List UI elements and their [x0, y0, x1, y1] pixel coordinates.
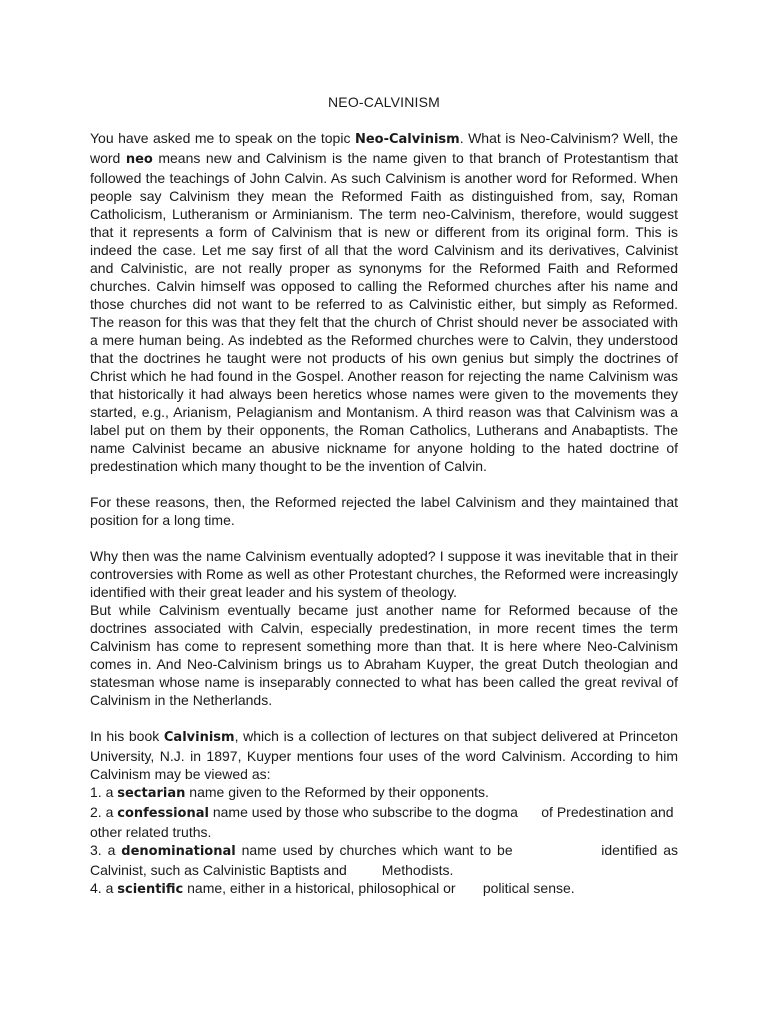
list-item-text: name, either in a historical, philosophical or political sense. [183, 880, 575, 896]
list-item-number: 1. a [90, 784, 118, 800]
list-item-keyword: confessional [117, 806, 209, 821]
paragraph-intro-text-a: You have asked me to speak on the topic [90, 130, 355, 146]
paragraph-reasons: For these reasons, then, the Reformed rejected the label Calvinism and they maintained that position for a long time. [90, 494, 678, 528]
list-item-text: name used by churches which want to be identified as Calvinist, such as Calvinistic Baptists and Methodists. [90, 842, 679, 878]
list-item-number: 3. a [90, 842, 122, 858]
list-item-number: 2. a [90, 804, 118, 820]
paragraph-kuyper-text-a: In his book [90, 728, 164, 744]
paragraph-kuyper-book [90, 727, 678, 783]
list-item [90, 803, 678, 841]
paragraph-intro-text-b: . What is Neo-Calvinism? Well, the word [90, 130, 679, 166]
keyword-neo: neo [125, 152, 153, 167]
paragraph-spacer [90, 529, 678, 547]
list-item-keyword: sectarian [117, 786, 186, 801]
paragraph-neo-calvinism: But while Calvinism eventually became just another name for Reformed because of the doctrines associated with Calvin, especially predestination, in more recent times the term Calvinism has come to represent something more than that. It is here where Neo-Calvinism comes in. And Neo-Calvinism brings us to Abraham Kuyper, the great Dutch theologian and statesman whose name is inseparably connected to what has been called the great revival of Calvinism in the Netherlands. [90, 602, 678, 708]
paragraph-spacer [90, 475, 678, 493]
document-body [90, 129, 678, 899]
paragraph-kuyper-text-b: , which is a collection of lectures on that subject delivered at Princeton University, N.J. in 1897, Kuyper mentions four uses of the word Calvinism. According to him Calvinism may be viewed as: [90, 728, 678, 782]
document-title: NEO-CALVINISM [327, 94, 441, 110]
list-item-keyword: scientific [117, 882, 184, 897]
list-item [90, 783, 678, 803]
list-item-number: 4. a [90, 880, 118, 896]
paragraph-intro-text-c: means new and Calvinism is the name given to that branch of Protestantism that followed the teachings of John Calvin. As such Calvinism is another word for Reformed. When people say Calvinism they mean the Reformed Faith as distinguished from, say, Roman Catholicism, Lutheranism or Arminianism. The term neo-Calvinism, therefore, would suggest that it represents a form of Calvinism that is new or different from its original form. This is indeed the case. Let me say first of all that the word Calvinism and its derivatives, Calvinist and Calvinistic, are not really proper as synonyms for the Reformed Faith and Reformed churches. Calvin himself was opposed to calling the Reformed churches after his name and those churches did not want to be referred to as Calvinistic either, but simply as Reformed. The reason for this was that they felt that the church of Christ should never be associated with a mere human being. As indebted as the Reformed churches were to Calvin, they understood that the doctrines he taught were not products of his own genius but simply the doctrines of Christ which he had found in the Gospel. Another reason for rejecting the name Calvinism was that historically it had always been heretics whose names were given to the movements they started, e.g., Arianism, Pelagianism and Montanism. A third reason was that Calvinism was a label put on them by their opponents, the Roman Catholics, Lutherans and Anabaptists. The name Calvinist became an abusive nickname for anyone holding to the hated doctrine of predestination which many thought to be the invention of Calvin. [90, 150, 679, 474]
list-item-text: name used by those who subscribe to the dogma of Predestination and other related truths. [90, 804, 674, 840]
paragraph-spacer [90, 709, 678, 727]
keyword-calvinism-book: Calvinism [163, 730, 235, 745]
paragraph-intro [90, 129, 678, 475]
list-item [90, 879, 678, 899]
list-item-text: name given to the Reformed by their opponents. [185, 784, 489, 800]
paragraph-adoption: Why then was the name Calvinism eventually adopted? I suppose it was inevitable that in their controversies with Rome as well as other Protestant churches, the Reformed were increasingly identified with their great leader and his system of theology. [90, 548, 678, 600]
keyword-neo-calvinism: Neo-Calvinism [354, 132, 460, 147]
list-item [90, 841, 678, 879]
list-item-keyword: denominational [121, 844, 236, 859]
